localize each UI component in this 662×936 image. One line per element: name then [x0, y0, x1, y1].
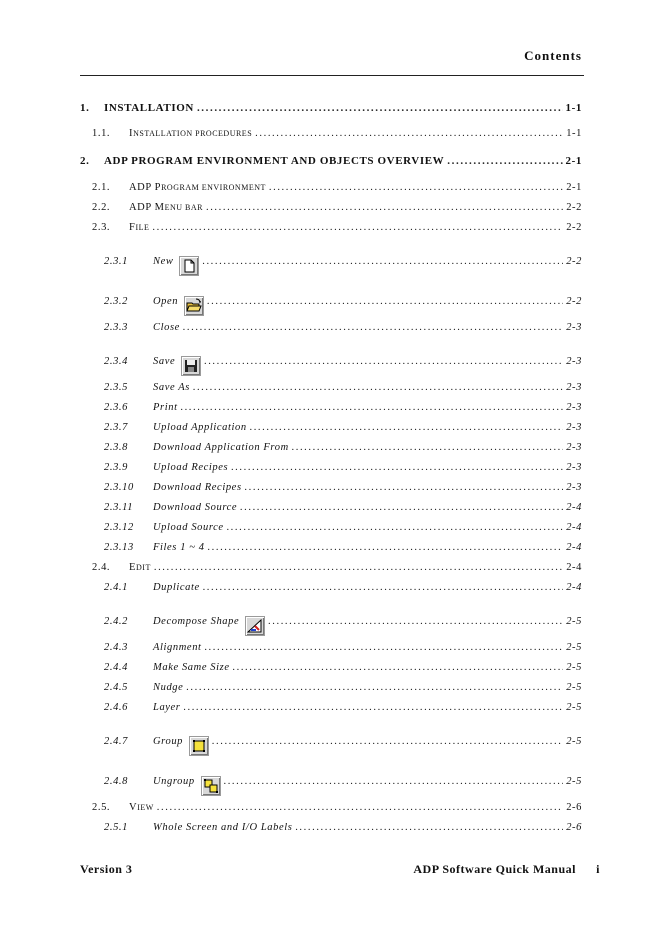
toc-entry[interactable]: [104, 382, 582, 393]
toc-entry-number: 1.: [80, 102, 90, 114]
toc-entry-number: 2.3.10: [104, 482, 134, 493]
toc-entry[interactable]: [104, 482, 582, 493]
toc-entry-page: 2-4: [566, 502, 582, 513]
toc-entry-page: 2-5: [566, 662, 582, 673]
toc-entry-title: Whole Screen and I/O Labels: [153, 822, 293, 833]
toc-entry-number: 2.4.1: [104, 582, 128, 593]
toc-entry-title-initial: I: [129, 128, 134, 139]
toc-entry-page: 2-1: [565, 155, 582, 167]
toc-entry-number: 2.3.6: [104, 402, 128, 413]
toc-entry-page: 2-4: [566, 562, 582, 573]
toc-leader-dots: [255, 128, 563, 139]
toc-leader-dots: [269, 182, 563, 193]
toc-entry-title-initial: ADP M: [129, 202, 165, 213]
toc-leader-dots: [183, 322, 563, 333]
toc-entry-number: 2.3.2: [104, 296, 128, 307]
toc-leader-dots: [231, 462, 563, 473]
toc-entry-title: Make Same Size: [153, 662, 230, 673]
toc-entry-title: [129, 802, 154, 813]
toc-entry-page: 2-3: [566, 402, 582, 413]
toc-entry[interactable]: [104, 322, 582, 333]
toc-entry-page: 2-5: [566, 682, 582, 693]
toc-leader-dots: [233, 662, 564, 673]
toc-entry-page: 2-5: [566, 776, 582, 787]
toc-entry-title: Save As: [153, 382, 190, 393]
toc-entry-page: 2-2: [566, 296, 582, 307]
toc-entry-number: 2.3.3: [104, 322, 128, 333]
toc-entry-number: 2.5.: [92, 802, 111, 813]
toc-entry[interactable]: [104, 822, 582, 833]
toc-entry-page: 2-5: [566, 702, 582, 713]
toc-entry-page: 2-3: [566, 356, 582, 367]
toc-leader-dots: [197, 102, 563, 114]
group-icon: [189, 736, 209, 756]
toc-leader-dots: [292, 442, 563, 453]
toc-entry-title: Download Application From: [153, 442, 289, 453]
toc-entry-title: Files 1 ~ 4: [153, 542, 205, 553]
toc-entry-title: Close: [153, 322, 180, 333]
footer-manual-title: ADP Software Quick Manual: [413, 862, 576, 876]
toc-entry-page: 2-5: [566, 736, 582, 747]
toc-entry-title-initial: V: [129, 802, 138, 813]
toc-entry-title: INSTALLATION: [104, 102, 194, 114]
toc-entry[interactable]: [92, 562, 582, 573]
footer-page-number: i: [596, 862, 600, 876]
toc-entry-page: 2-4: [566, 582, 582, 593]
toc-entry-title: Upload Recipes: [153, 462, 229, 473]
toc-entry[interactable]: [80, 102, 582, 114]
toc-entry-number: 2.1.: [92, 182, 111, 193]
toc-entry-number: 2.4.2: [104, 616, 128, 627]
toc-entry[interactable]: [104, 256, 582, 276]
toc-entry-number: 2.3.13: [104, 542, 134, 553]
toc-entry-number: 2.3.4: [104, 356, 128, 367]
toc-leader-dots: [207, 296, 563, 307]
toc-entry[interactable]: [104, 682, 582, 693]
toc-leader-dots: [212, 736, 563, 747]
toc-entry-title: Upload Application: [153, 422, 247, 433]
toc-leader-dots: [227, 522, 564, 533]
toc-entry-page: 2-1: [566, 182, 582, 193]
toc-entry-number: 2.4.: [92, 562, 111, 573]
toc-leader-dots: [203, 582, 563, 593]
toc-entry-title: Group: [153, 736, 184, 747]
toc-leader-dots: [157, 802, 563, 813]
toc-entry[interactable]: [104, 736, 582, 756]
toc-entry-title-smallcaps: ILE: [135, 223, 150, 232]
toc-entry-number: 2.: [80, 155, 90, 167]
toc-entry-page: 1-1: [565, 102, 582, 114]
toc-entry-title-initial: F: [129, 222, 136, 233]
toc-entry-page: 2-6: [566, 802, 582, 813]
toc-entry[interactable]: [104, 462, 582, 473]
toc-entry-page: 2-4: [566, 542, 582, 553]
toc-entry-page: 2-2: [566, 222, 582, 233]
toc-entry-number: 2.3.8: [104, 442, 128, 453]
toc-leader-dots: [245, 482, 564, 493]
toc-entry[interactable]: [104, 616, 582, 636]
toc-entry-title: Download Source: [153, 502, 238, 513]
toc-entry-number: 2.5.1: [104, 822, 128, 833]
toc-entry[interactable]: [104, 662, 582, 673]
toc-entry-title: ADP PROGRAM ENVIRONMENT AND OBJECTS OVERVIEW: [104, 155, 445, 167]
toc-entry-number: 2.4.7: [104, 736, 128, 747]
toc-entry[interactable]: [104, 642, 582, 653]
toc-leader-dots: [154, 562, 563, 573]
open-folder-icon: [184, 296, 204, 316]
toc-entry-number: 2.3.5: [104, 382, 128, 393]
toc-entry-title: Duplicate: [153, 582, 200, 593]
toc-entry-title: New: [153, 256, 174, 267]
toc-entry-number: 2.4.5: [104, 682, 128, 693]
toc-leader-dots: [152, 222, 563, 233]
toc-entry-title-smallcaps: DIT: [136, 563, 151, 572]
toc-entry-title: Decompose Shape: [153, 616, 240, 627]
toc-entry-page: 2-3: [566, 462, 582, 473]
toc-leader-dots: [447, 155, 562, 167]
toc-entry-title: Ungroup: [153, 776, 195, 787]
toc-entry-title-smallcaps: ENU BAR: [164, 203, 203, 212]
toc-leader-dots: [204, 356, 563, 367]
toc-entry[interactable]: [104, 522, 582, 533]
footer-version: Version 3: [80, 862, 133, 876]
toc-entry-page: 2-2: [566, 202, 582, 213]
toc-entry-page: 2-6: [566, 822, 582, 833]
toc-entry-page: 2-5: [566, 642, 582, 653]
toc-entry-number: 2.4.4: [104, 662, 128, 673]
toc-entry[interactable]: [104, 542, 582, 553]
toc-entry-title: Print: [153, 402, 178, 413]
toc-entry[interactable]: [92, 182, 582, 193]
toc-entry-number: 2.4.8: [104, 776, 128, 787]
toc-entry-number: 2.4.6: [104, 702, 128, 713]
toc-entry-title: Alignment: [153, 642, 202, 653]
save-disk-icon: [181, 356, 201, 376]
toc-entry-title: [129, 562, 151, 573]
toc-entry-page: 2-2: [566, 256, 582, 267]
toc-leader-dots: [184, 702, 564, 713]
toc-leader-dots: [202, 256, 563, 267]
toc-entry[interactable]: [104, 776, 582, 796]
toc-entry-page: 2-4: [566, 522, 582, 533]
toc-entry-title-initial: E: [129, 562, 137, 573]
toc-entry[interactable]: [92, 202, 582, 213]
toc-entry[interactable]: [104, 502, 582, 513]
toc-entry[interactable]: [104, 582, 582, 593]
toc-leader-dots: [224, 776, 563, 787]
toc-entry[interactable]: [92, 802, 582, 813]
toc-entry-page: 2-3: [566, 422, 582, 433]
toc-entry-number: 2.2.: [92, 202, 111, 213]
toc-entry-title: Download Recipes: [153, 482, 242, 493]
toc-entry[interactable]: [92, 128, 582, 139]
toc-entry[interactable]: [104, 356, 582, 376]
toc-entry-title: Layer: [153, 702, 181, 713]
toc-entry-number: 2.3.9: [104, 462, 128, 473]
toc-entry-number: 2.3.: [92, 222, 111, 233]
toc-leader-dots: [295, 822, 563, 833]
toc-entry-title-smallcaps: NSTALLATION PROCEDURES: [133, 129, 253, 138]
toc-entry[interactable]: [104, 402, 582, 413]
toc-leader-dots: [208, 542, 564, 553]
toc-entry-page: 1-1: [566, 128, 582, 139]
toc-leader-dots: [206, 202, 563, 213]
toc-entry-title-smallcaps: ROGRAM ENVIRONMENT: [161, 183, 266, 192]
new-file-icon: [179, 256, 199, 276]
toc-entry[interactable]: [92, 222, 582, 233]
toc-entry-page: 2-3: [566, 482, 582, 493]
toc-leader-dots: [193, 382, 563, 393]
toc-leader-dots: [186, 682, 563, 693]
toc-entry-title: Save: [153, 356, 176, 367]
toc-entry[interactable]: [104, 422, 582, 433]
toc-entry-number: 2.3.7: [104, 422, 128, 433]
toc-entry-page: 2-5: [566, 616, 582, 627]
toc-leader-dots: [250, 422, 563, 433]
toc-entry-page: 2-3: [566, 442, 582, 453]
decompose-shape-icon: [245, 616, 265, 636]
toc-leader-dots: [181, 402, 564, 413]
toc-entry-page: 2-3: [566, 322, 582, 333]
toc-entry-title: Upload Source: [153, 522, 224, 533]
toc-entry-number: 2.3.12: [104, 522, 134, 533]
toc-entry[interactable]: [104, 442, 582, 453]
toc-entry[interactable]: [80, 155, 582, 167]
ungroup-icon: [201, 776, 221, 796]
toc-entry-title: [129, 202, 203, 213]
toc-leader-dots: [268, 616, 563, 627]
toc-entry[interactable]: [104, 702, 582, 713]
toc-leader-dots: [205, 642, 564, 653]
toc-entry-title-initial: ADP P: [129, 182, 162, 193]
toc-entry-title-smallcaps: IEW: [137, 803, 154, 812]
toc-entry[interactable]: [104, 296, 582, 316]
toc-entry-number: 1.1.: [92, 128, 111, 139]
toc-entry-title: [129, 222, 149, 233]
page-header-title: Contents: [524, 48, 582, 63]
toc-entry-number: 2.3.11: [104, 502, 134, 513]
toc-entry-number: 2.3.1: [104, 256, 128, 267]
toc-entry-title: [129, 128, 252, 139]
toc-entry-title: [129, 182, 266, 193]
toc-entry-title: Open: [153, 296, 179, 307]
toc-entry-title: Nudge: [153, 682, 184, 693]
toc-entry-number: 2.4.3: [104, 642, 128, 653]
toc-entry-page: 2-3: [566, 382, 582, 393]
toc-leader-dots: [240, 502, 563, 513]
